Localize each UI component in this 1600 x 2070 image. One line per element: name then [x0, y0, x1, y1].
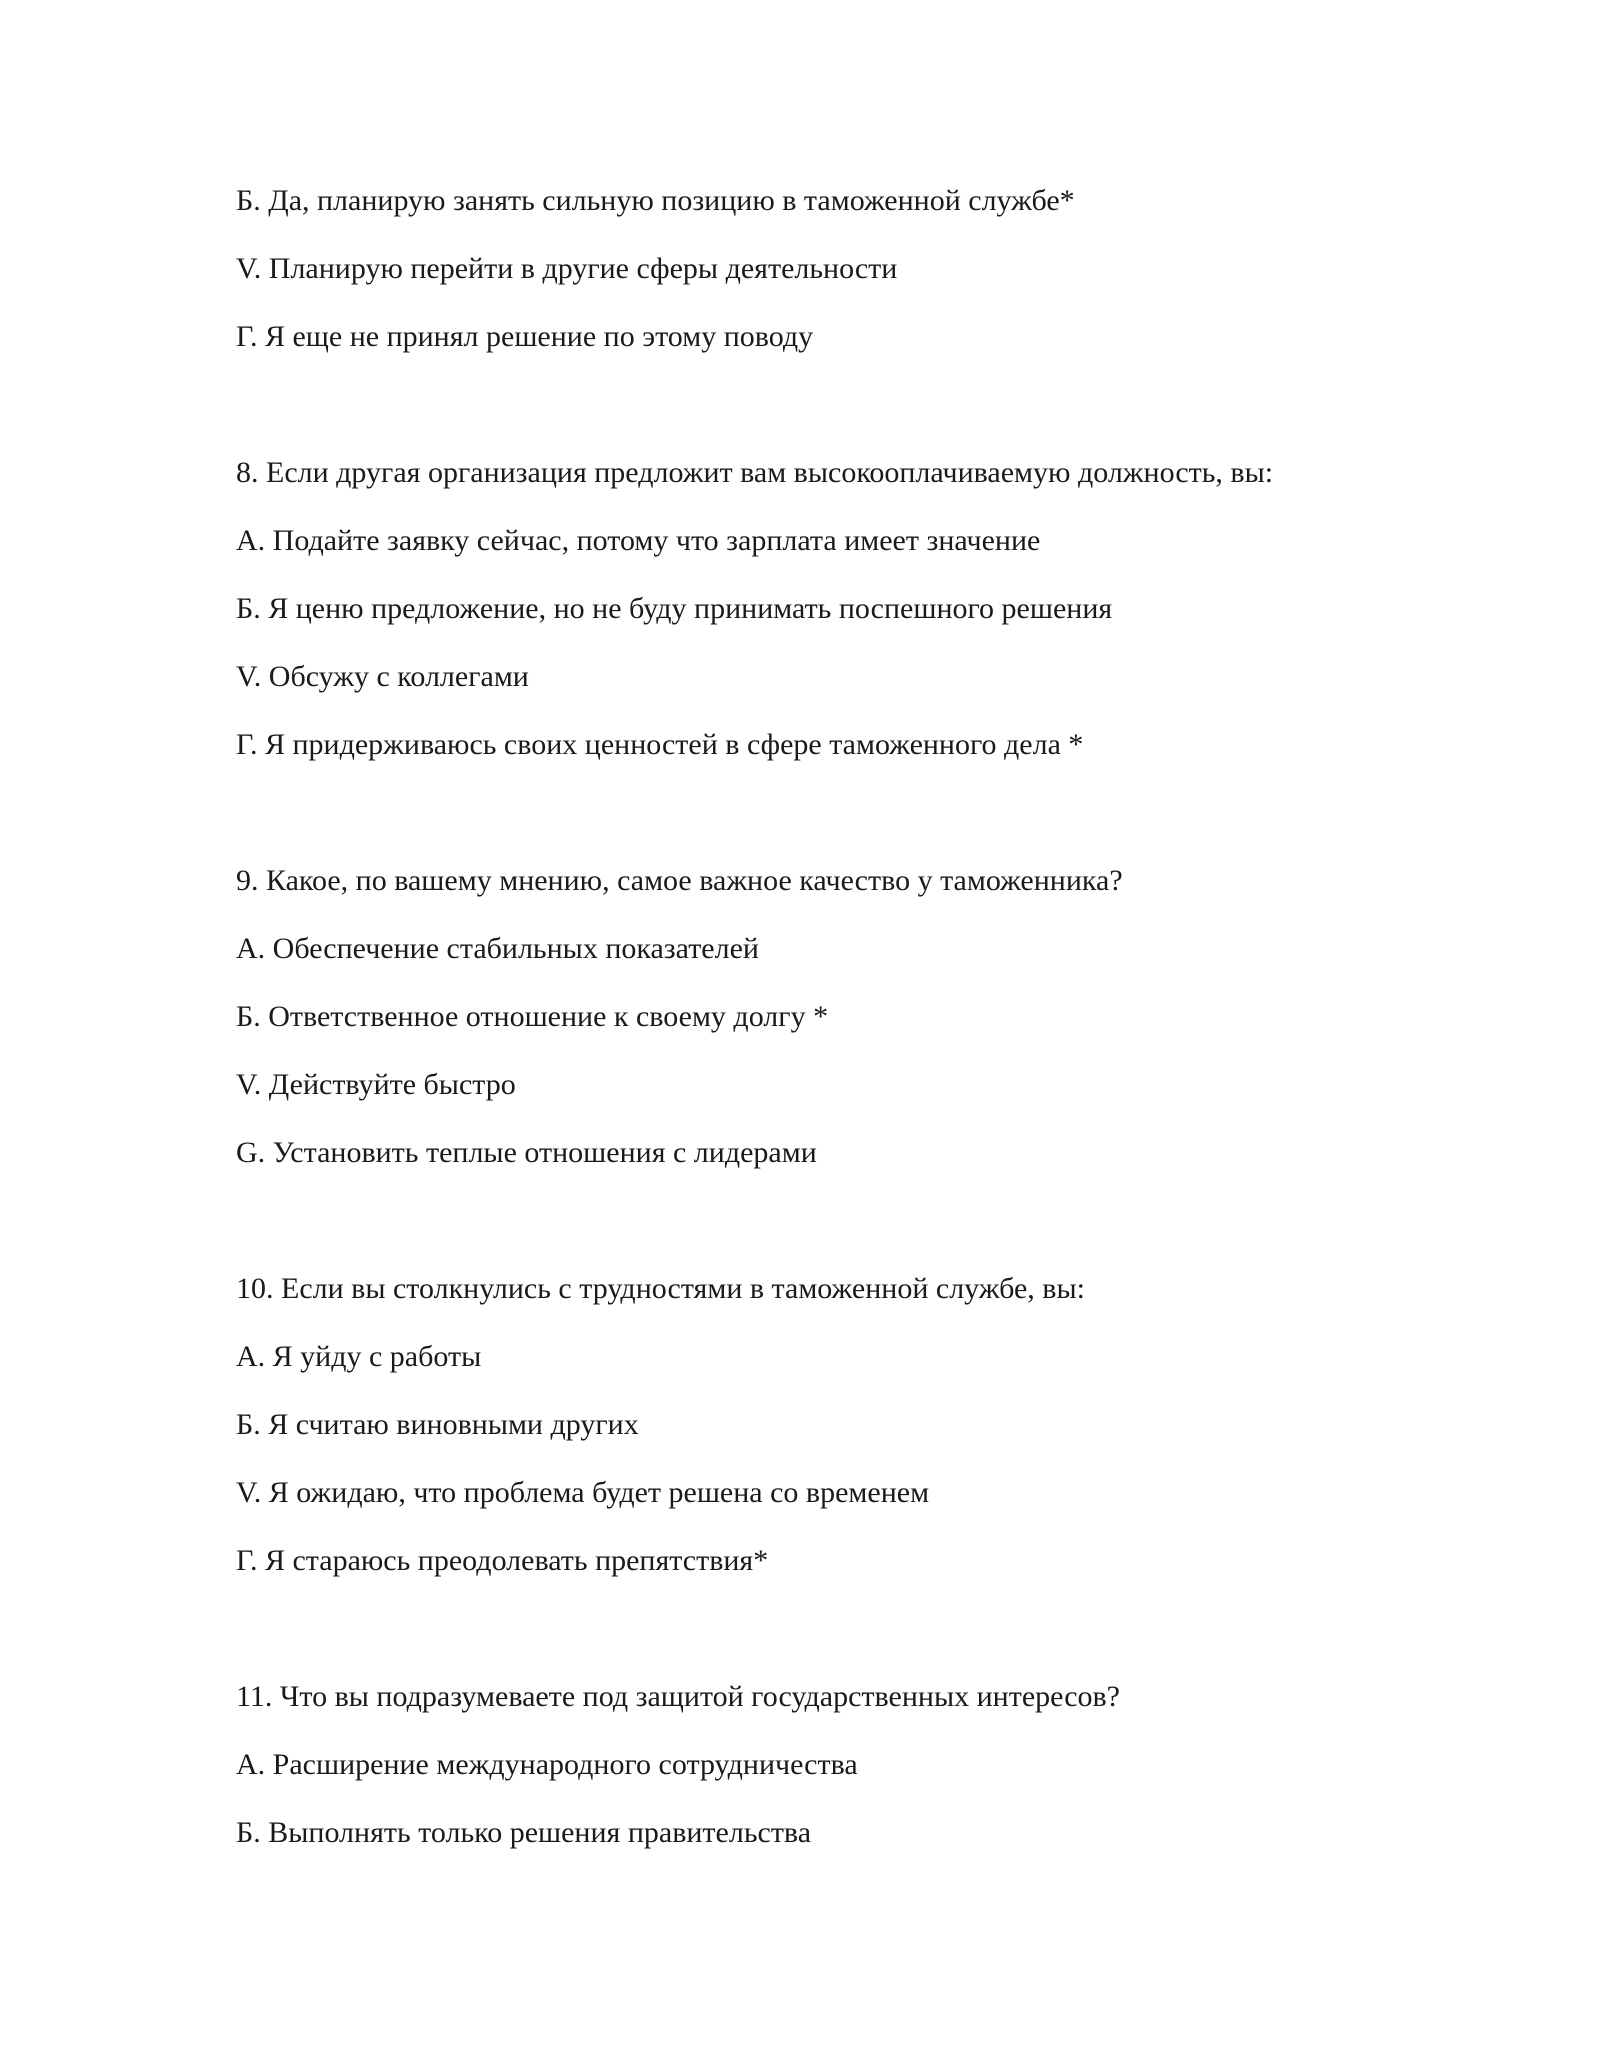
answer-option: V. Обсужу с коллегами	[236, 660, 529, 693]
answer-option: V. Я ожидаю, что проблема будет решена со временем	[236, 1476, 930, 1509]
block-spacer	[236, 388, 1536, 456]
answer-option: А. Расширение международного сотрудничества	[236, 1748, 858, 1781]
answer-option: Б. Выполнять только решения правительства	[236, 1816, 812, 1849]
question-block-7-tail	[236, 184, 1536, 354]
document-content	[236, 184, 1536, 1884]
question-text: 8. Если другая организация предложит вам высокооплачиваемую должность, вы:	[236, 456, 1274, 489]
answer-option: Г. Я придерживаюсь своих ценностей в сфере таможенного дела *	[236, 728, 1084, 761]
question-block-11	[236, 1680, 1536, 1850]
block-spacer	[236, 1612, 1536, 1680]
question-block-8	[236, 456, 1536, 762]
question-block-10	[236, 1272, 1536, 1578]
answer-option: А. Подайте заявку сейчас, потому что зарплата имеет значение	[236, 524, 1041, 557]
answer-option: V. Планирую перейти в другие сферы деятельности	[236, 252, 898, 285]
question-text: 9. Какое, по вашему мнению, самое важное качество у таможенника?	[236, 864, 1123, 897]
answer-option: Б. Да, планирую занять сильную позицию в таможенной службе*	[236, 184, 1075, 217]
answer-option: Г. Я стараюсь преодолевать препятствия*	[236, 1544, 769, 1577]
answer-option: Б. Ответственное отношение к своему долгу *	[236, 1000, 829, 1033]
block-spacer	[236, 1204, 1536, 1272]
answer-option: G. Установить теплые отношения с лидерами	[236, 1136, 817, 1169]
answer-option: А. Обеспечение стабильных показателей	[236, 932, 759, 965]
question-block-9	[236, 864, 1536, 1170]
answer-option: V. Действуйте быстро	[236, 1068, 516, 1101]
answer-option: Г. Я еще не принял решение по этому поводу	[236, 320, 814, 353]
answer-option: Б. Я ценю предложение, но не буду принимать поспешного решения	[236, 592, 1113, 625]
block-spacer	[236, 796, 1536, 864]
answer-option: А. Я уйду с работы	[236, 1340, 482, 1373]
question-text: 10. Если вы столкнулись с трудностями в таможенной службе, вы:	[236, 1272, 1085, 1305]
question-text: 11. Что вы подразумеваете под защитой государственных интересов?	[236, 1680, 1120, 1713]
answer-option: Б. Я считаю виновными других	[236, 1408, 639, 1441]
